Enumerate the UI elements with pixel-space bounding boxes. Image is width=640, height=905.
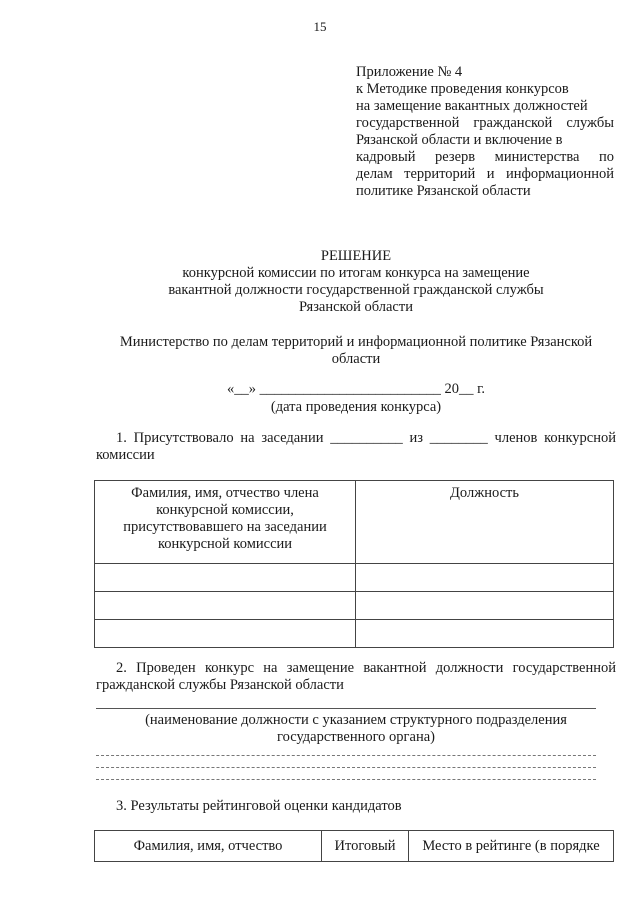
table-cell xyxy=(95,564,356,592)
appendix-line: на замещение вакантных должностей xyxy=(356,98,588,114)
appendix-line: к Методике проведения конкурсов xyxy=(356,81,569,97)
table-header-cell: Фамилия, имя, отчество члена конкурсной комиссии, присутствовавшего на заседании конкурсной комиссии xyxy=(95,481,356,564)
appendix-header xyxy=(356,64,614,200)
decision-subtitle-line: Рязанской области xyxy=(299,299,413,315)
section-3-text: 3. Результаты рейтинговой оценки кандидатов xyxy=(116,798,402,814)
members-table xyxy=(94,480,614,648)
table-cell xyxy=(95,620,356,648)
position-caption: (наименование должности с указанием структурного подразделения государственного органа) xyxy=(145,712,567,745)
fill-line xyxy=(96,708,596,709)
appendix-line: кадровый резерв министерства по xyxy=(356,149,614,165)
section-2-text: 2. Проведен конкурс на замещение вакантной должности государственной гражданской службы Рязанской области xyxy=(96,660,616,693)
table-cell xyxy=(356,564,614,592)
table-cell xyxy=(95,592,356,620)
table-header-cell: Должность xyxy=(356,481,614,564)
appendix-line: Приложение № 4 xyxy=(356,64,463,80)
table-header-cell: Фамилия, имя, отчество xyxy=(95,831,322,862)
decision-heading xyxy=(96,248,616,316)
appendix-line: государственной гражданской службы xyxy=(356,115,614,131)
table-header-row xyxy=(95,831,614,862)
table-row xyxy=(95,592,614,620)
table-header-cell: Место в рейтинге (в порядке xyxy=(409,831,614,862)
decision-subtitle-line: вакантной должности государственной гражданской службы xyxy=(168,282,544,298)
appendix-line: политике Рязанской области xyxy=(356,183,531,199)
decision-subtitle-line: конкурсной комиссии по итогам конкурса на замещение xyxy=(182,265,530,281)
fill-line xyxy=(96,779,596,780)
table-row xyxy=(95,564,614,592)
date-line: «__» _________________________ 20__ г. xyxy=(226,381,486,397)
table-cell xyxy=(356,620,614,648)
table-row xyxy=(95,620,614,648)
fill-line xyxy=(96,767,596,768)
ministry-name: Министерство по делам территорий и информационной политике Рязанской области xyxy=(119,334,593,367)
section-1-text: 1. Присутствовало на заседании __________ из ________ членов конкурсной комиссии xyxy=(96,430,616,463)
decision-title: РЕШЕНИЕ xyxy=(320,248,392,264)
page-number: 15 xyxy=(313,19,327,34)
table-header-row xyxy=(95,481,614,564)
table-cell xyxy=(356,592,614,620)
date-caption: (дата проведения конкурса) xyxy=(270,399,442,415)
table-header-cell: Итоговый xyxy=(322,831,409,862)
appendix-line: Рязанской области и включение в xyxy=(356,132,563,148)
fill-line xyxy=(96,755,596,756)
rating-table xyxy=(94,830,614,862)
appendix-line: делам территорий и информационной xyxy=(356,166,614,182)
